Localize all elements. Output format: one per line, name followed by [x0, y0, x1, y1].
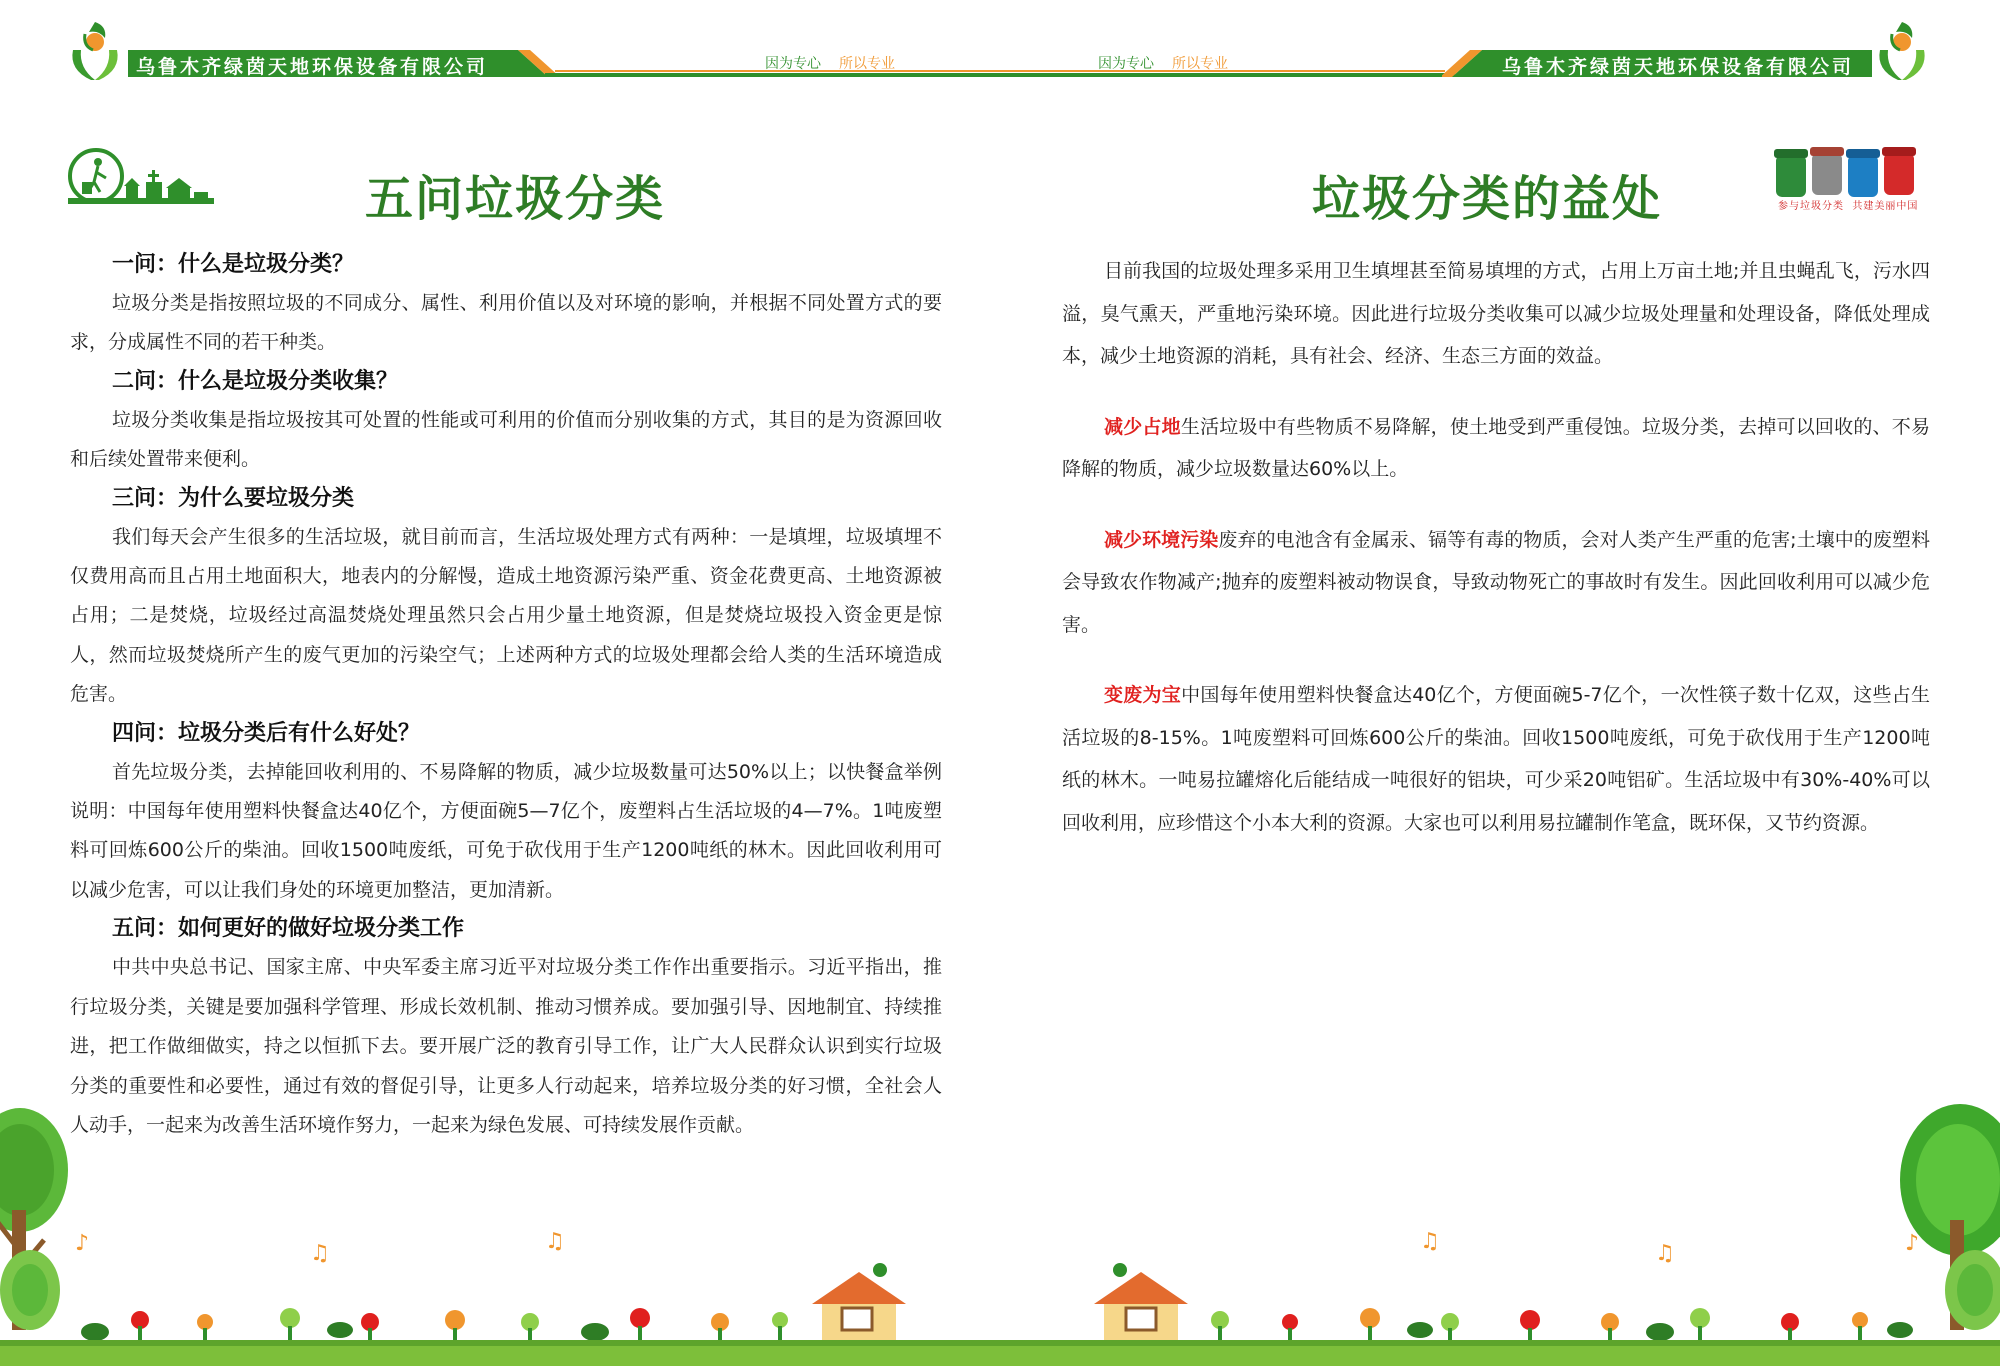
question-heading-3: 三问：为什么要垃圾分类: [112, 485, 355, 511]
svg-text:♫: ♫: [1655, 1241, 1675, 1266]
benefit-heading-1: 减少占地: [1104, 415, 1181, 438]
tree-icon: [1900, 1104, 2000, 1330]
question-heading-4: 四问：垃圾分类后有什么好处？: [112, 720, 421, 746]
svg-text:♫: ♫: [545, 1229, 565, 1254]
bins-caption: [1778, 197, 1918, 212]
bins-caption-b: 共建美丽中国: [1852, 201, 1919, 212]
bird-icon: [81, 1322, 1913, 1341]
page-header: [0, 0, 2000, 100]
benefit-paragraph-3: [1062, 674, 1930, 844]
tree-icon: [0, 1108, 68, 1330]
right-page-body: [1062, 250, 1930, 872]
question-heading-2: 二问：什么是垃圾分类收集？: [112, 368, 399, 394]
bottom-scenery: [0, 1100, 2000, 1366]
benefit-paragraph-2: [1062, 519, 1930, 647]
house-icon: [1094, 1263, 1188, 1344]
slogan-left: [765, 53, 895, 73]
recycle-hands-logo-icon: [1872, 20, 1932, 84]
answer-paragraph-1: 垃圾分类是指按照垃圾的不同成分、属性、利用价值以及对环境的影响，并根据不同处置方式的要求，分成属性不同的若干种类。: [70, 292, 942, 354]
question-heading-5: 五问：如何更好的做好垃圾分类工作: [112, 916, 465, 942]
slogan-right: [1098, 53, 1228, 73]
slogan-right-b: 所以专业: [1172, 56, 1228, 72]
header-rule: [545, 73, 1455, 77]
answer-paragraph-5: 中共中央总书记、国家主席、中央军委主席习近平对垃圾分类工作作出重要指示。习近平指出，推行垃圾分类，关键是要加强科学管理、形成长效机制、推动习惯养成。要加强引导、因地制宜、持续推进，把工作做细做实，持之以恒抓下去。要开展广泛的教育引导工作，让广大人民群众认识到实行垃圾分类的重要性和必要性，通过有效的督促引导，让更多人行动起来，培养垃圾分类的好习惯，全社会人人动手，一起来为改善生活环境作努力，一起来为绿色发展、可持续发展作贡献。: [70, 956, 942, 1136]
benefit-heading-3: 变废为宝: [1104, 684, 1182, 706]
benefit-heading-2: 减少环境污染: [1104, 528, 1219, 551]
left-page-body: [70, 246, 942, 1145]
slogan-right-a: 因为专心: [1098, 56, 1154, 72]
svg-text:♪: ♪: [75, 1231, 90, 1256]
benefit-paragraph-1: [1062, 406, 1930, 491]
answer-paragraph-3: 我们每天会产生很多的生活垃圾，就目前而言，生活垃圾处理方式有两种：一是填埋，垃圾填埋不仅费用高而且占用土地面积大，地表内的分解慢，造成土地资源污染严重、资金花费更高、土地资源被占用；二是焚烧，垃圾经过高温焚烧处理虽然只会占用少量土地资源，但是焚烧垃圾投入资金更是惊人，然而垃圾焚烧所产生的废气更加的污染空气；上述两种方式的垃圾处理都会给人类的生活环境造成危害。: [70, 525, 942, 706]
left-page-title: 五问垃圾分类: [365, 171, 666, 227]
slogan-left-a: 因为专心: [765, 56, 821, 72]
svg-text:♫: ♫: [310, 1241, 330, 1266]
house-icon: [812, 1263, 906, 1344]
benefit-text-2: 废弃的电池含有金属汞、镉等有毒的物质，会对人类产生严重的危害;土壤中的废塑料会导致农作物减产;抛弃的废塑料被动物误食，导致动物死亡的事故时有发生。因此回收利用可以减少危害。: [1062, 528, 1930, 636]
benefit-text-1: 生活垃圾中有些物质不易降解，使土地受到严重侵蚀。垃圾分类，去掉可以回收的、不易降解的物质，减少垃圾数量达60%以上。: [1062, 415, 1930, 480]
company-name-right: 乌鲁木齐绿茵天地环保设备有限公司: [1502, 56, 1855, 78]
svg-text:♪: ♪: [1905, 1231, 1920, 1256]
recycle-hands-logo-icon: [65, 20, 125, 84]
header-rule-accent: [555, 70, 1445, 72]
answer-paragraph-4: 首先垃圾分类，去掉能回收利用的、不易降解的物质，减少垃圾数量可达50%以上；以快餐盒举例说明：中国每年使用塑料快餐盒达40亿个，方便面碗5—7亿个，废塑料占生活垃圾的4—7%。1吨废塑料可回炼600公斤的柴油。回收1500吨废纸，可免于砍伐用于生产1200吨纸的林木。因此回收利用可以减少危害，可以让我们身处的环境更加整洁，更加清新。: [70, 760, 942, 901]
benefit-text-3: 中国每年使用塑料快餐盒达40亿个，方便面碗5-7亿个，一次性筷子数十亿双，这些占生活垃圾的8-15%。1吨废塑料可回炼600公斤的柴油。回收1500吨废纸，可免于砍伐用于生产1200吨纸的林木。一吨易拉罐熔化后能结成一吨很好的铝块，可少采20吨铝矿。生活垃圾中有30%-40%可以回收利用，应珍惜这个小本大利的资源。大家也可以利用易拉罐制作笔盒，既环保，又节约资源。: [1062, 684, 1930, 834]
svg-text:♫: ♫: [1420, 1229, 1440, 1254]
bins-caption-a: 参与垃圾分类: [1778, 201, 1844, 212]
company-banner-left: [128, 50, 558, 77]
trash-person-icon: [68, 148, 214, 206]
question-heading-1: 一问：什么是垃圾分类？: [112, 252, 355, 277]
company-banner-right: [1442, 50, 1872, 77]
answer-paragraph-2: 垃圾分类收集是指垃圾按其可处置的性能或可利用的价值而分别收集的方式，其目的是为资源回收和后续处置带来便利。: [70, 408, 942, 471]
company-name-left: 乌鲁木齐绿茵天地环保设备有限公司: [136, 56, 489, 78]
music-note-icon: [75, 1229, 1919, 1266]
slogan-left-b: 所以专业: [839, 56, 895, 72]
intro-paragraph: 目前我国的垃圾处理多采用卫生填埋甚至简易填埋的方式，占用上万亩土地;并且虫蝇乱飞，污水四溢，臭气熏天，严重地污染环境。因此进行垃圾分类收集可以减少垃圾处理量和处理设备，降低处理成本，减少土地资源的消耗，具有社会、经济、生态三方面的效益。: [1062, 260, 1930, 367]
right-page-title: 垃圾分类的益处: [1312, 171, 1663, 227]
